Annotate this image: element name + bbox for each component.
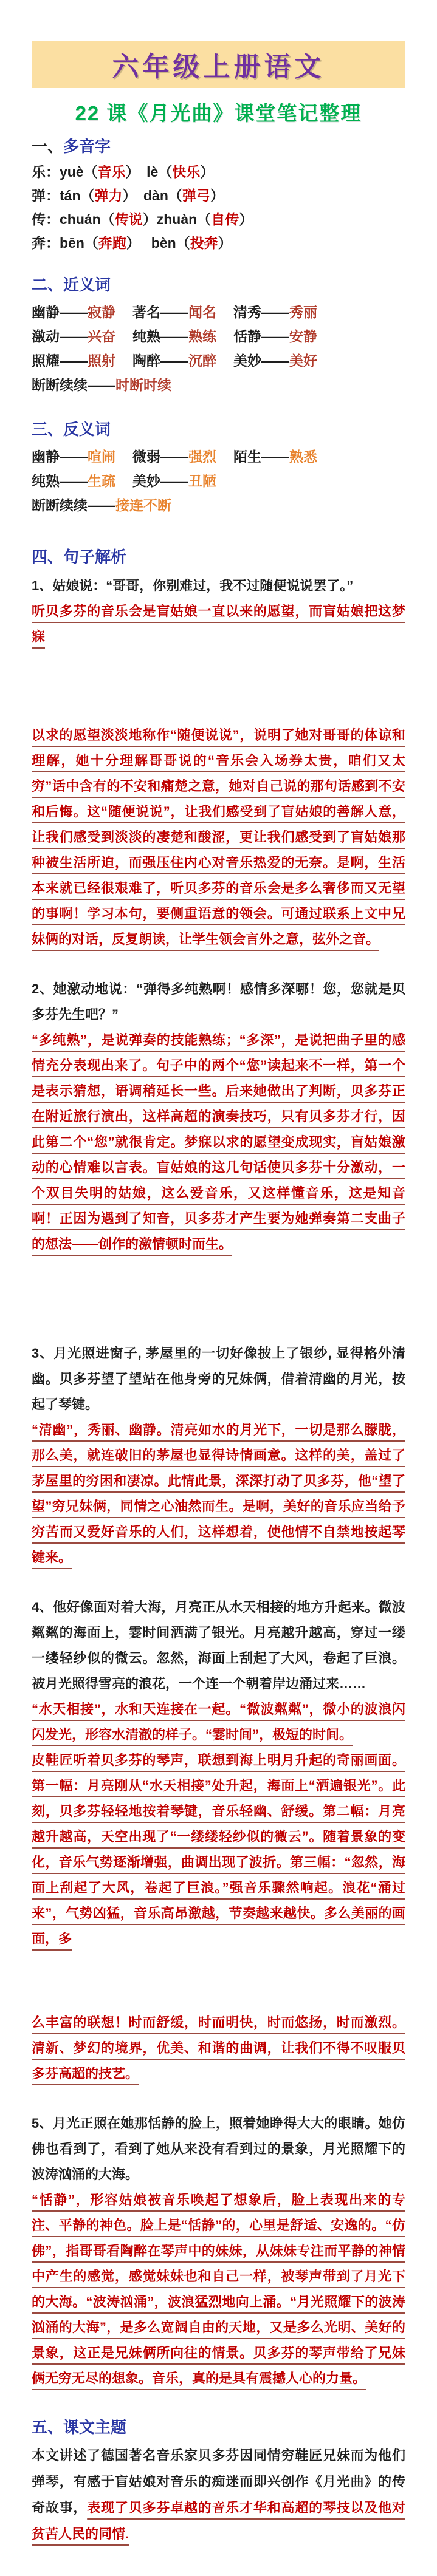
synonym-pair bbox=[32, 373, 405, 397]
synonym-row bbox=[32, 324, 405, 349]
section-label: 多音字 bbox=[63, 137, 111, 155]
word-left: 纯熟—— bbox=[132, 329, 188, 344]
duoyinzi-row bbox=[32, 208, 405, 231]
word-left: 美妙—— bbox=[233, 353, 289, 369]
analysis-note-text: 皮鞋匠听着贝多芬的琴声，联想到海上明月升起的奇丽画面。第一幅：月亮刚从“水天相接”处升起，海面上“洒遍银光”。此刻，贝多芬轻轻地按着琴键，音乐轻幽、舒缓。第二幅：月亮越升越高，天空出现了“一缕缕轻纱似的微云”。随着景象的变化，音乐气势逐渐增强，曲调出现了波折。第三幅：“忽然，海面上刮起了大风，卷起了巨浪。”强音乐骤然响起。浪花“涌过来”，气势凶猛，音乐高昂激越，节奏越来越快。多么美丽的画面，多 bbox=[32, 1753, 405, 1946]
analysis-note-3 bbox=[32, 1417, 405, 1570]
word-left: 断断续续—— bbox=[32, 377, 115, 393]
word-right: 喧闹 bbox=[88, 449, 115, 465]
analysis-sentence-4: 4、他好像面对着大海，月亮正从水天相接的地方升起来。微波粼粼的海面上，霎时间洒满了银光。月亮越升越高，穿过一缕一缕轻纱似的微云。忽然，海面上刮起了大风，卷起了巨浪。被月光照得雪亮的浪花，一个连一个朝着岸边涌过来…… bbox=[32, 1600, 405, 1691]
example-word: 快乐 bbox=[172, 164, 201, 180]
antonym-pair bbox=[32, 469, 132, 493]
word-left: 美妙—— bbox=[132, 473, 188, 489]
char-pinyin: ）zhuàn（ bbox=[142, 211, 212, 227]
word-right: 熟悉 bbox=[289, 449, 317, 465]
word-left: 断断续续—— bbox=[32, 497, 115, 513]
word-right: 照射 bbox=[88, 353, 115, 369]
word-left: 幽静—— bbox=[32, 449, 88, 465]
analysis-note-1-part2 bbox=[32, 723, 405, 952]
synonym-pair bbox=[132, 300, 233, 324]
duoyinzi-row bbox=[32, 231, 405, 255]
word-right: 寂静 bbox=[88, 304, 115, 320]
synonym-pair bbox=[233, 324, 405, 349]
paren: ） bbox=[200, 164, 215, 180]
section-heading-jiexi: 四、句子解析 bbox=[32, 548, 127, 566]
char-pinyin: 乐：yuè（ bbox=[32, 164, 98, 180]
spacer bbox=[32, 1952, 405, 2010]
duoyinzi-row bbox=[32, 160, 405, 184]
page-subtitle: 22 课《月光曲》课堂笔记整理 bbox=[75, 102, 362, 124]
spacer bbox=[32, 1257, 405, 1341]
word-left: 幽静—— bbox=[32, 304, 88, 320]
char-pinyin: 弹：tán（ bbox=[32, 188, 95, 203]
antonym-row bbox=[32, 493, 405, 517]
word-right: 熟练 bbox=[188, 329, 216, 344]
word-right: 沉醉 bbox=[188, 353, 216, 369]
example-word: 弹弓 bbox=[182, 188, 210, 203]
duoyinzi-list bbox=[32, 160, 405, 255]
analysis-note-text: 听贝多芬的音乐会是盲姑娘一直以来的愿望，而盲姑娘把这梦寐 bbox=[32, 604, 405, 644]
section-heading-jinyici: 二、近义词 bbox=[32, 276, 111, 294]
theme-section bbox=[32, 2442, 405, 2547]
analysis-note-4-part2 bbox=[32, 2010, 405, 2087]
theme-summary-text: 本文讲述了德国著名音乐家贝多芬因同情穷鞋匠兄妹而为他们弹琴，有感于盲姑娘对音乐的痴迷而即兴创作《月光曲》的传奇故事， bbox=[32, 2448, 405, 2515]
paren: ） bbox=[218, 235, 232, 251]
word-left: 陶醉—— bbox=[132, 353, 188, 369]
theme-highlight-text: 表现了贝多芬卓越的音乐才华和高超的琴技以及他对贫苦人民的同情. bbox=[32, 2500, 405, 2541]
example-word: 音乐 bbox=[97, 164, 126, 180]
antonym-pair bbox=[32, 445, 132, 469]
word-right: 生疏 bbox=[88, 473, 115, 489]
analysis-sentence-1: 1、姑娘说：“哥哥，你别难过，我不过随便说说罢了。” bbox=[32, 578, 354, 593]
antonym-pair bbox=[233, 445, 405, 469]
analysis-sentence-3: 3、月光照进窗子, 茅屋里的一切好像披上了银纱, 显得格外清幽。贝多芬望了望站在他身旁的兄妹俩，借着清幽的月光，按起了琴键。 bbox=[32, 1346, 405, 1412]
example-word: 自传 bbox=[211, 211, 239, 227]
word-right: 接连不断 bbox=[115, 497, 171, 513]
paren: ） bbox=[210, 188, 224, 203]
word-right: 兴奋 bbox=[88, 329, 115, 344]
analysis-note-text: 以求的愿望淡淡地称作“随便说说”，说明了她对哥哥的体谅和理解，她十分理解哥哥说的“音乐会入场券太贵，咱们又太穷”话中含有的不安和痛楚之意，她对自己说的那句话感到不安和后悔。这“随便说说”，让我们感受到了盲姑娘的善解人意，让我们感受到淡淡的凄楚和酸涩，更让我们感受到了盲姑娘那种被生活所迫，而强压住内心对音乐热爱的无奈。是啊，生活本来就已经很艰难了，听贝多芬的音乐会是多么奢侈而又无望的事啊！学习本句，要侧重语意的领会。可通过联系上文中兄妹俩的对话，反复朗读，让学生领会言外之意，弦外之音。 bbox=[32, 727, 405, 947]
synonym-list bbox=[32, 300, 405, 397]
antonym-row bbox=[32, 445, 405, 469]
word-left: 纯熟—— bbox=[32, 473, 88, 489]
word-right: 丑陋 bbox=[188, 473, 216, 489]
title-banner bbox=[32, 41, 405, 88]
analysis-note-2 bbox=[32, 1027, 405, 1257]
analysis-note-1-part1 bbox=[32, 599, 405, 650]
word-right: 强烈 bbox=[188, 449, 216, 465]
analysis-note-4-part1 bbox=[32, 1748, 405, 1952]
page-title: 六年级上册语文 bbox=[112, 52, 325, 82]
section-number: 一、 bbox=[32, 137, 64, 155]
synonym-pair bbox=[132, 349, 233, 373]
section-heading-duoyinzi bbox=[32, 137, 405, 155]
analysis-note-text: “清幽”，秀丽、幽静。清亮如水的月光下，一切是那么朦胧，那么美，就连破旧的茅屋也显得诗情画意。这样的美，盖过了茅屋里的穷困和凄凉。此情此景，深深打动了贝多芬，他“望了望”穷兄妹俩，同情之心油然而生。是啊，美好的音乐应当给予穷苦而又爱好音乐的人们，这样想着，使他情不自禁地按起琴键来。 bbox=[32, 1422, 405, 1565]
synonym-pair bbox=[32, 300, 132, 324]
char-pinyin: ） bèn（ bbox=[126, 235, 190, 251]
analysis-note-4-definitions bbox=[32, 1697, 405, 1748]
synonym-pair bbox=[233, 349, 405, 373]
analysis-sentence-2: 2、她激动地说：“弹得多纯熟啊！感情多深哪！您，您就是贝多芬先生吧？” bbox=[32, 981, 405, 1022]
spacer bbox=[32, 650, 405, 723]
antonym-row bbox=[32, 469, 405, 493]
word-left: 照耀—— bbox=[32, 353, 88, 369]
analysis-note-text: “多纯熟”，是说弹奏的技能熟练；“多深”，是说把曲子里的感情充分表现出来了。句子中的两个“您”读起来不一样，第一个是表示猜想，语调稍延长一些。后来她做出了判断，贝多芬正在附近旅行演出，这样高超的演奏技巧，只有贝多芬才行，因此第二个“您”就很肯定。梦寐以求的愿望变成现实，盲姑娘激动的心情难以言表。盲姑娘的这几句话使贝多芬十分激动，一个双目失明的姑娘，这么爱音乐，又这样懂音乐，这是知音啊！正因为遇到了知音，贝多芬才产生要为她弹奏第二支曲子的想法——创作的激情顿时而生。 bbox=[32, 1032, 405, 1252]
char-pinyin: 传：chuán（ bbox=[32, 211, 115, 227]
theme-paragraph bbox=[32, 2442, 405, 2547]
duoyinzi-row bbox=[32, 184, 405, 208]
example-word: 传说 bbox=[114, 211, 143, 227]
synonym-pair bbox=[32, 324, 132, 349]
analysis-sentence-5: 5、月光正照在她那恬静的脸上，照着她睁得大大的眼睛。她仿佛也看到了，看到了她从来没有看到过的景象，月光照耀下的波涛汹涌的大海。 bbox=[32, 2116, 405, 2182]
antonym-pair bbox=[132, 469, 405, 493]
word-right: 时断时续 bbox=[115, 377, 171, 393]
char-pinyin: ） dàn（ bbox=[122, 188, 182, 203]
word-left: 恬静—— bbox=[233, 329, 289, 344]
notes-page bbox=[0, 41, 437, 2576]
word-left: 陌生—— bbox=[233, 449, 289, 465]
synonym-row bbox=[32, 300, 405, 324]
example-word: 奔跑 bbox=[98, 235, 126, 251]
sentence-analysis bbox=[32, 573, 405, 2391]
antonym-pair bbox=[132, 445, 233, 469]
synonym-row bbox=[32, 349, 405, 373]
section-heading-fanyici: 三、反义词 bbox=[32, 420, 111, 438]
analysis-note-text: “水天相接”，水和天连接在一起。“微波粼粼”，微小的波浪闪闪发光，形容水清澈的样子。“霎时间”，极短的时间。 bbox=[32, 1702, 405, 1742]
synonym-pair bbox=[132, 324, 233, 349]
word-right: 秀丽 bbox=[289, 304, 317, 320]
antonym-list bbox=[32, 445, 405, 517]
word-left: 激动—— bbox=[32, 329, 88, 344]
word-right: 安静 bbox=[289, 329, 317, 344]
example-word: 弹力 bbox=[94, 188, 123, 203]
word-right: 闻名 bbox=[188, 304, 216, 320]
word-left: 清秀—— bbox=[233, 304, 289, 320]
word-left: 著名—— bbox=[132, 304, 188, 320]
word-right: 美好 bbox=[289, 353, 317, 369]
char-pinyin: 奔：bēn（ bbox=[32, 235, 98, 251]
synonym-pair bbox=[32, 349, 132, 373]
synonym-row bbox=[32, 373, 405, 397]
word-left: 微弱—— bbox=[132, 449, 188, 465]
synonym-pair bbox=[233, 300, 405, 324]
section-heading-theme: 五、课文主题 bbox=[32, 2418, 127, 2436]
analysis-note-5 bbox=[32, 2187, 405, 2391]
char-pinyin: ） lè（ bbox=[125, 164, 173, 180]
analysis-note-text: “恬静”，形容姑娘被音乐唤起了想象后，脸上表现出来的专注、平静的神色。脸上是“恬静”的，心里是舒适、安逸的。“仿佛”，指哥哥看陶醉在琴声中的妹妹，从妹妹专注而平静的神情中产生的感觉，感觉妹妹也和自己一样，被琴声带到了月光下的大海。“波涛汹涌”，波浪猛烈地向上涌。“月光照耀下的波涛汹涌的大海”，是多么宽阔自由的天地，又是多么光明、美好的景象，这正是兄妹俩所向往的情景。贝多芬的琴声带给了兄妹俩无穷无尽的想象。音乐，真的是具有震撼人心的力量。 bbox=[32, 2192, 405, 2386]
example-word: 投奔 bbox=[190, 235, 218, 251]
paren: ） bbox=[239, 211, 253, 227]
antonym-pair bbox=[32, 493, 405, 517]
analysis-note-text: 么丰富的联想！时而舒缓，时而明快，时而悠扬，时而激烈。清新、梦幻的境界，优美、和谐的曲调，让我们不得不叹服贝多芬高超的技艺。 bbox=[32, 2015, 405, 2081]
